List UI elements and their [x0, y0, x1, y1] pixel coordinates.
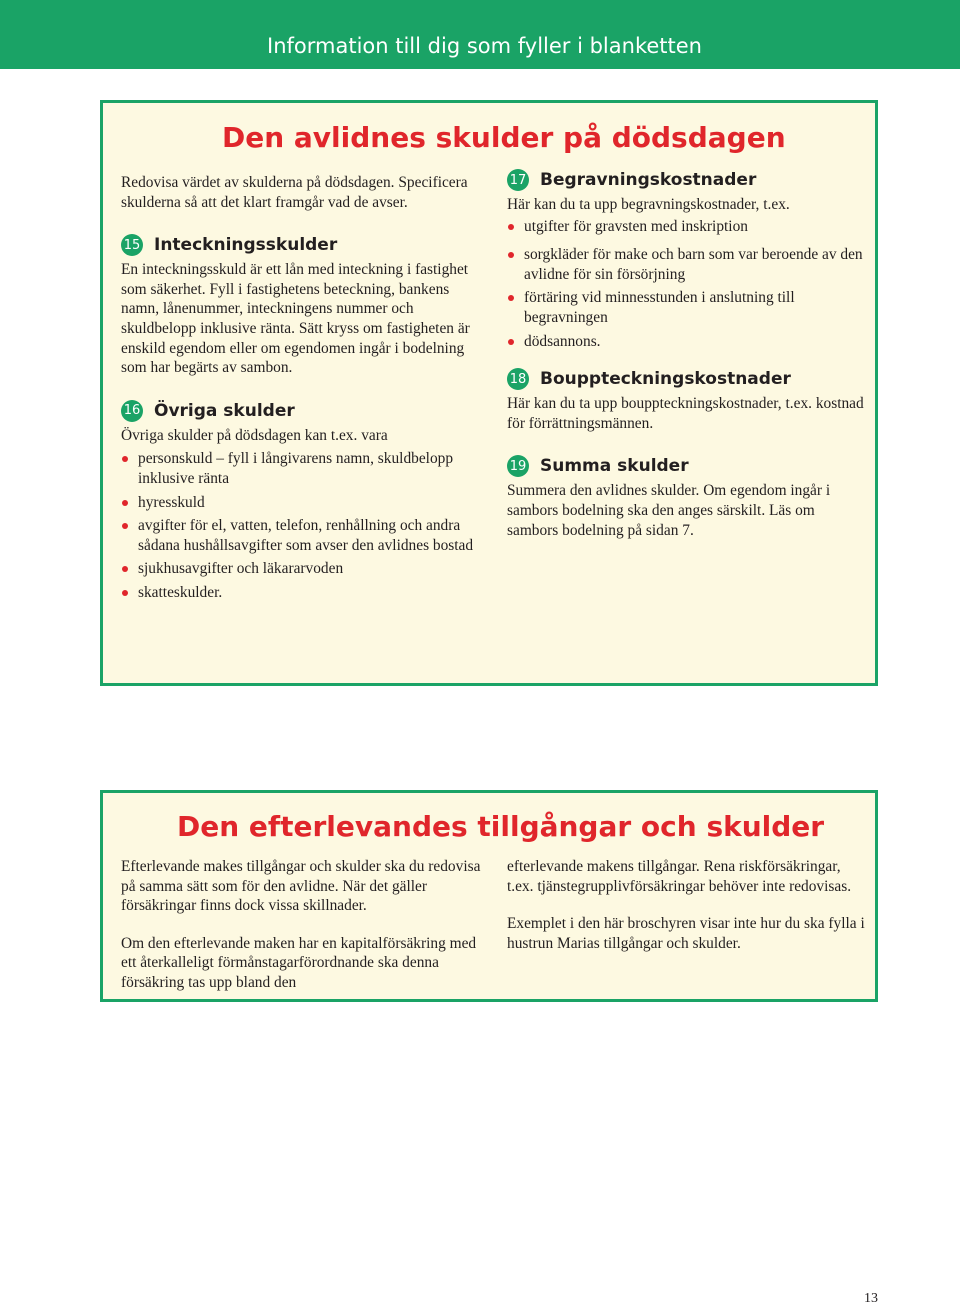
bullet-icon	[508, 224, 514, 230]
section-number-badge: 16	[121, 400, 143, 422]
section-15-heading	[121, 234, 481, 256]
list-item: skatteskulder.	[121, 583, 481, 603]
list-item: utgifter för gravsten med inskription	[507, 217, 867, 237]
section-title: Begravningskostnader	[540, 170, 757, 190]
section-text: Övriga skulder på dödsdagen kan t.ex. vara	[121, 426, 388, 444]
efterlevande-box	[100, 790, 878, 1002]
page-number: 13	[864, 1291, 878, 1306]
section-19	[507, 455, 867, 540]
efterlevande-paragraph: Efterlevande makes tillgångar och skulder ska du redovisa på samma sätt som för den avlidne. När det gäller försäkringar finns dock vissa skillnader.	[121, 858, 481, 915]
efterlevande-paragraph: Exemplet i den här broschyren visar inte hur du ska fylla i hustrun Marias tillgångar och skulder.	[507, 915, 865, 952]
list-item: avgifter för el, vatten, telefon, renhållning och andra sådana hushållsavgifter som avser den avlidnes bostad	[121, 516, 481, 555]
section-16-heading	[121, 400, 481, 422]
efterlevande-paragraph: Om den efterlevande maken har en kapitalförsäkring med ett återkalleligt förmånstagarförordnande ska denna försäkring tas upp bland den	[121, 934, 477, 991]
skulder-box	[100, 100, 878, 686]
list-item: förtäring vid minnesstunden i anslutning till begravningen	[507, 288, 867, 327]
skulder-right-column	[507, 169, 867, 540]
section-title: Inteckningsskulder	[154, 235, 338, 256]
efterlevande-left-column	[121, 857, 481, 993]
list-item: sorgkläder för make och barn som var beroende av den avlidne för sin försörjning	[507, 245, 867, 284]
section-title: Bouppteckningskostnader	[540, 369, 791, 390]
skulder-intro: Redovisa värdet av skulderna på dödsdagen. Specificera skulderna så att det klart framgår vad de avser.	[121, 174, 468, 211]
bullet-icon	[508, 252, 514, 258]
efterlevande-right-column	[507, 857, 867, 953]
header-title: Information till dig som fyller i blanketten	[267, 34, 702, 58]
section-text: En inteckningsskuld är ett lån med inteckning i fastighet som säkerhet. Fyll i fastighetens beteckning, bankens namn, lånenummer, inteckningens nummer och skuldbelopp inklusive ränta. Sätt kryss om fastigheten är enskild egendom eller om egendomen ingår i bodelning som har begärts av sambon.	[121, 261, 470, 377]
bullet-icon	[122, 590, 128, 596]
section-text: Här kan du ta upp bouppteckningskostnader, t.ex. kostnad för förrättningsmännen.	[507, 395, 864, 432]
section-16	[121, 400, 481, 603]
section-17-list	[507, 217, 867, 352]
list-item: hyresskuld	[121, 493, 481, 513]
efterlevande-title: Den efterlevandes tillgångar och skulder	[177, 810, 825, 843]
efterlevande-paragraph: efterlevande makens tillgångar. Rena riskförsäkringar, t.ex. tjänstegrupplivförsäkringar behöver inte redovisas.	[507, 858, 852, 895]
bullet-icon	[122, 456, 128, 462]
section-18-heading	[507, 368, 867, 390]
page-header	[0, 0, 960, 69]
skulder-title: Den avlidnes skulder på dödsdagen	[222, 121, 786, 154]
section-text: Här kan du ta upp begravningskostnader, t.ex.	[507, 196, 790, 213]
section-number-badge: 19	[507, 455, 529, 477]
section-title: Övriga skulder	[154, 400, 295, 421]
section-title: Summa skulder	[540, 456, 689, 477]
section-18	[507, 368, 867, 433]
section-19-heading	[507, 455, 867, 477]
bullet-icon	[122, 566, 128, 572]
section-number-badge: 18	[507, 368, 529, 390]
list-item: dödsannons.	[507, 332, 867, 352]
section-number-badge: 17	[507, 169, 529, 191]
skulder-left-column	[121, 173, 481, 603]
list-item: personskuld – fyll i långivarens namn, skuldbelopp inklusive ränta	[121, 449, 481, 488]
section-number-badge: 15	[121, 234, 143, 256]
bullet-icon	[508, 339, 514, 345]
section-text: Summera den avlidnes skulder. Om egendom ingår i sambors bodelning ska den anges särskilt. Läs om sambors bodelning på sidan 7.	[507, 482, 831, 539]
bullet-icon	[508, 295, 514, 301]
section-17	[507, 169, 867, 351]
section-17-heading	[507, 169, 867, 191]
section-16-list	[121, 449, 481, 602]
bullet-icon	[122, 500, 128, 506]
section-15	[121, 234, 481, 378]
bullet-icon	[122, 523, 128, 529]
list-item: sjukhusavgifter och läkararvoden	[121, 559, 481, 579]
